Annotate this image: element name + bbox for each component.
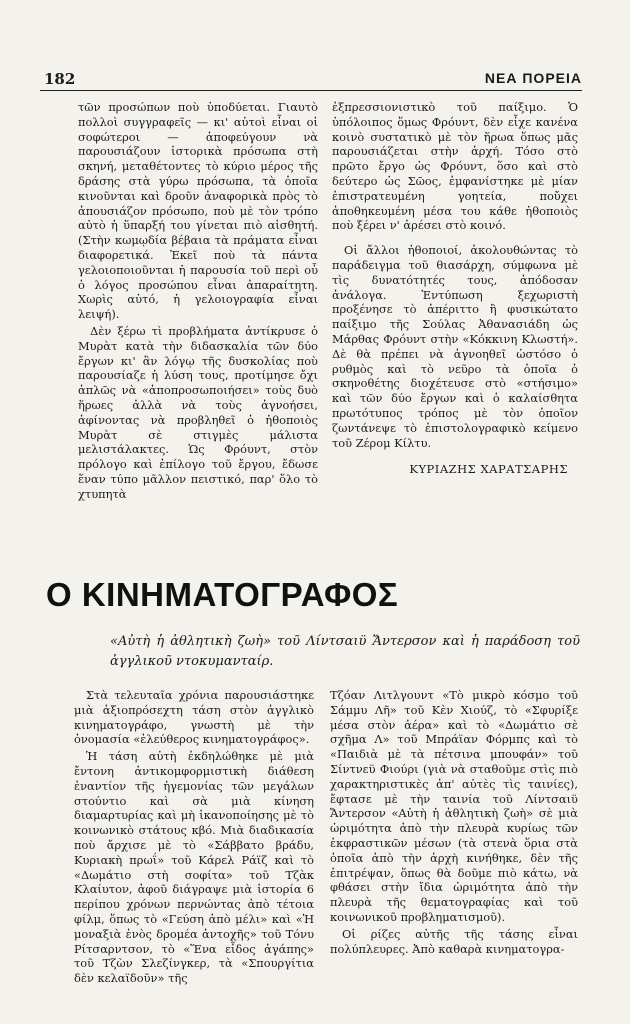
section-title: Ο ΚΙΝΗΜΑΤΟΓΡΑΦΟΣ — [46, 576, 399, 613]
article1-right-paragraph-2: Οἱ ἄλλοι ἠθοποιοί, ἀκολουθώντας τὸ παράδειγμα τοῦ θιασάρχη, σύμφωνα μὲ τὶς δυνατότητές τους, ἀπόδοσαν ἀνάλογα. Ἐντύπωση ξεχωριστὴ προξένησε τὸ ἀπέριττο ἢ φυσικώτατο παίξιμο τῆς Σούλας Ἀθανασιάδη ὡς Μάρθας Φρόυντ στὴν «Κόκκινη Κλωστή». Δὲ θὰ πρέπει νὰ ἀγνοηθεῖ ὡστόσο ὁ ρυθμὸς καὶ τὸ νεῦρο τὰ ὁποῖα ὁ σκηνοθέτης διοχέτευσε στὸ «στήσιμο» καὶ τῶν δύο ἔργων καὶ ὁ καλαίσθητα πρωτότυπος τρόπος μὲ τὸν ὁποῖον ζωντάνεψε τὸ ἐπιστολογραφικὸ κείμενο τοῦ Ζέρομ Κίλτυ. — [332, 243, 578, 450]
article1-left-column — [78, 100, 318, 502]
section-subtitle: «Αὐτὴ ἡ ἀθλητικὴ ζωὴ» τοῦ Λίντσαιϋ Ἄντερσον καὶ ἡ παράδοση τοῦ ἀγγλικοῦ ντοκυμανταίρ. — [110, 634, 580, 669]
page-number: 182 — [44, 70, 76, 88]
article2-left-paragraph-1: Στὰ τελευταῖα χρόνια παρουσιάστηκε μιὰ ἀξιοπρόσεχτη τάση στὸν ἀγγλικὸ κινηματογράφο, γνωστὴ μὲ τὴν ὀνομασία «ἐλεύθερος κινηματογράφος». — [74, 688, 314, 747]
article1-right-paragraph-1: ἐξπρεσσιονιστικὸ τοῦ παίξιμο. Ὁ ὑπόλοιπος ὅμως Φρόυντ, δὲν εἶχε κανένα κοινὸ συστατικὸ μὲ τὸν ἥρωα ὅπως μᾶς παρουσιάζεται στὴν ἀρχή. Τόσο στὸ πρῶτο ἔργο ὡς Φρόυντ, ὅσο καὶ στὸ δεύτερο ὡς Σῶος, ἐμφανίστηκε μὲ μίαν ἐπιστρατευμένη γοητεία, ποὔχει ἀποθηκευμένη μέσα του κάθε ἠθοποιὸς ποὺ ξέρει ν' ἀρέσει στὸ κοινό. — [332, 100, 578, 233]
article1-right-column — [332, 100, 578, 477]
page-header — [40, 68, 582, 91]
article2-right-paragraph-1: Τζόαν Λιτλγουντ «Τὸ μικρὸ κόσμο τοῦ Σάμμυ Λῆ» τοῦ Κὲν Χιούζ, τὸ «Σφυρίξε μέσα στὸν ἀέρα» καὶ τὸ «Δωμάτιο σὲ σχῆμα Λ» τοῦ Μπράϊαν Φόρμπς καὶ τὸ «Παιδιὰ μὲ τὰ πέτσινα μπουφάν» τοῦ Σίντνεϋ Φιούρι (γιὰ νὰ σταθοῦμε στὶς πιὸ χαρακτηριστικὲς ἀπ' αὐτὲς τὶς ταινίες), ἔφτασε μὲ τὴν ταινία τοῦ Λίντσαιϋ Ἄντερσον «Αὐτὴ ἡ ἀθλητικὴ ζωὴ» σὲ μιὰ ὡριμότητα ἀπὸ τὴν πλευρὰ κυρίως τῶν ἐκφραστικῶν μέσων (τὰ στενὰ ὅρια στὰ ὁποῖα ἀπὸ τὴν ἀρχὴ κινήθηκε, δὲν τῆς ἐπιτρέψαν, ὅπως θὰ δοῦμε πιὸ κάτω, νὰ φθάσει στὴν ἴδια ὡριμότητα ἀπὸ τὴν πλευρὰ τῆς θεματογραφίας καὶ τοῦ κοινωνικοῦ προβληματισμοῦ). — [330, 688, 578, 924]
article2-left-paragraph-2: Ἡ τάση αὐτὴ ἐκδηλώθηκε μὲ μιὰ ἔντονη ἀντικομφορμιστικὴ διάθεση ἐναντίον τῆς ἡγεμονίας τῶν μεγάλων στούντιο καὶ σὰ μιὰ κίνηση διαμαρτυρίας καὶ μὴ ἱκανοποίησης μὲ τὸ κοινωνικὸ στάτους κβό. Μιὰ διαδικασία ποὺ ἄρχισε μὲ τὸ «Σάββατο βράδυ, Κυριακὴ πρωΐ» τοῦ Κάρελ Ράϊζ καὶ τὸ «Δωμάτιο στὴ σοφίτα» τοῦ Τζὰκ Κλαίυτον, ἀφοῦ διάγραψε μιὰ ἱστορία 6 περίπου χρόνων περνώντας ἀπὸ τέτοια φίλμ, ὅπως τὸ «Γεύση ἀπὸ μέλι» καὶ «Ἡ μοναξιὰ ἑνὸς δρομέα ἀντοχῆς» τοῦ Τόνυ Ρίτσαρντσον, τὸ «Ἕνα εἶδος ἀγάπης» τοῦ Τζὼν Σλεζίνγκερ, τὰ «Σπουργίτια δὲν κελαϊδοῦν» τῆς — [74, 749, 314, 986]
article2-right-column — [330, 688, 578, 956]
article2-right-paragraph-2: Οἱ ρίζες αὐτῆς τῆς τάσης εἶναι πολύπλευρες. Ἀπὸ καθαρὰ κινηματογρα- — [330, 926, 578, 956]
author-signature: ΚΥΡΙΑΖΗΣ ΧΑΡΑΤΣΑΡΗΣ — [409, 462, 568, 477]
article1-left-paragraph-1: τῶν προσώπων ποὺ ὑποδύεται. Γιαυτὸ πολλοὶ συγγραφεῖς — κι' αὐτοὶ εἶναι οἱ σοφώτεροι — ἀποφεύγουν νὰ παρουσιάζουν ἱστορικὰ πρόσωπα στὴ σκηνή, μεταθέτοντες τὸ κύριο μέρος τῆς δράσης στὰ γύρω πρόσωπα, τὰ ὁποῖα κινοῦνται καὶ δροῦν ἀναφορικὰ πρὸς τὸ ἀπουσιάζον πρόσωπο, ποὺ μὲ τὸν τρόπο αὐτὸ ἡ ὕπαρξή του γίνεται πιὸ αἰσθητή. (Στὴν κωμῳδία βέβαια τὰ πράματα εἶναι διαφορετικά. Ἐκεῖ ποὺ τὰ πάντα γελοιοποιοῦνται ἡ παρουσία τοῦ περὶ οὗ ὁ λόγος προσώπου εἶναι ἀπαραίτητη. Χωρὶς αὐτό, ἡ γελοιογραφία εἶναι λειψή). — [78, 100, 318, 322]
article2-left-column — [74, 688, 314, 986]
article1-left-paragraph-2: Δὲν ξέρω τὶ προβλήματα ἀντίκρυσε ὁ Μυρὰτ κατὰ τὴν διδασκαλία τῶν δύο ἔργων κι' ἂν λόγῳ τῆς δυσκολίας ποὺ παρουσίαζε ἡ λύση τους, προτίμησε ὄχι ἁπλῶς νὰ «ἀποπροσωποιήσει» τοὺς δυὸ ἥρωες ἀλλὰ νὰ τοὺς ἀγνοήσει, ἀφίνοντας νὰ προβληθεῖ ὁ ἠθοποιὸς Μυρὰτ σὲ στιγμὲς μάλιστα μελιστάλακτες. Ὡς Φρόυντ, στὸν πρόλογο καὶ ἐπίλογο τοῦ ἔργου, ἔδωσε ἕναν τύπο μᾶλλον πειστικό, παρ' ὅλο τὸ χτυπητὰ — [78, 323, 318, 501]
journal-title: ΝΕΑ ΠΟΡΕΙΑ — [484, 70, 582, 86]
